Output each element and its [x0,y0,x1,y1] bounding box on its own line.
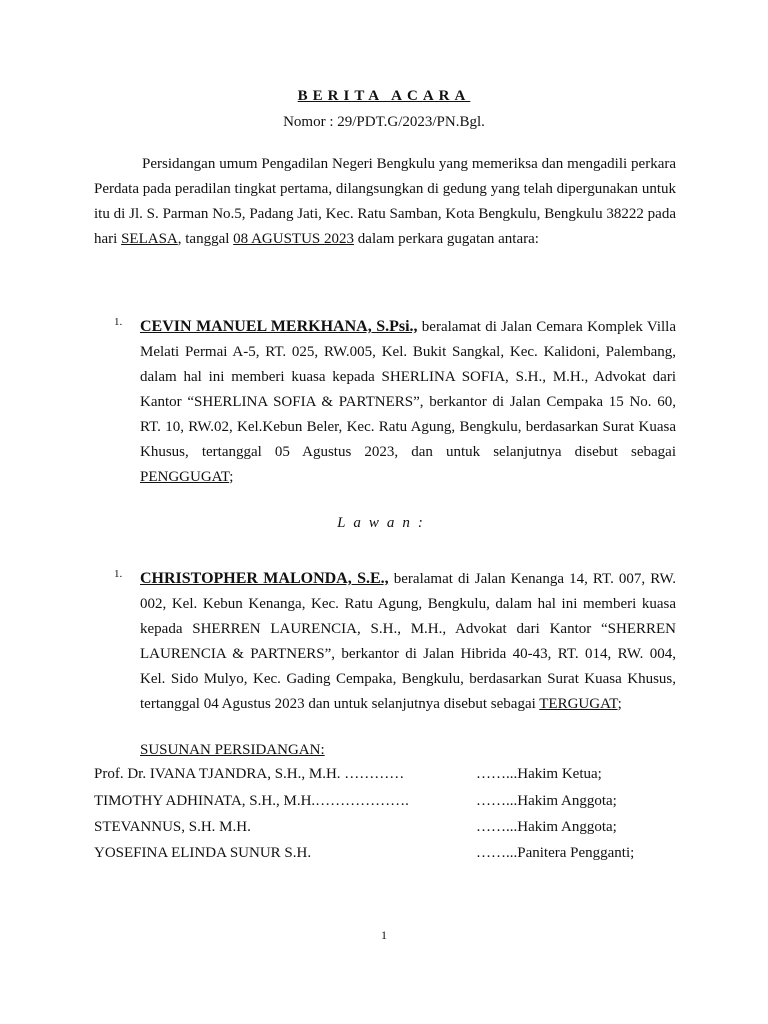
defendant-text: beralamat di Jalan Kenanga 14, RT. 007, RW. 002, Kel. Kebun Kenanga, Kec. Ratu Agung, Bengkulu, dalam hal ini memberi kuasa kepada SHERREN LAURENCIA, S.H., M.H., Advokat dari Kantor “SHERREN LAURENCIA & PARTNERS”, berkantor di Jalan Hibrida 40-43, RT. 014, RW. 004, Kel. Sido Mulyo, Kec. Gading Cempaka, Bengkulu, berdasarkan Surat Kuasa Khusus, tertanggal 04 Agustus 2023 dan untuk selanjutnya disebut sebagai [140,571,676,712]
panel-row [94,766,676,788]
plaintiff-end: ; [229,469,234,485]
panel-member-name: Prof. Dr. IVANA TJANDRA, S.H., M.H. ………… [94,766,405,782]
versus-heading: Lawan: [337,515,431,531]
panel-row [94,819,676,841]
intro-day: SELASA [121,231,178,247]
document-title: BERITA ACARA [297,88,471,104]
panel-member-role: ……...Hakim Ketua; [476,766,602,782]
intro-text-2: , tanggal [177,231,234,247]
panel-row [94,793,676,815]
intro-paragraph [94,152,676,252]
plaintiff-role: PENGGUGAT [140,469,230,485]
defendant-body [140,566,676,717]
panel-member-name: YOSEFINA ELINDA SUNUR S.H. [94,845,312,861]
plaintiff-number: 1. [114,316,123,328]
defendant-name: CHRISTOPHER MALONDA, S.E., [140,570,389,587]
plaintiff-text: beralamat di Jalan Cemara Komplek Villa Melati Permai A-5, RT. 025, RW.005, Kel. Bukit Sangkal, Kec. Kalidoni, Palembang, dalam hal ini memberi kuasa kepada SHERLINA SOFIA, S.H., M.H., Advokat dari Kantor “SHERLINA SOFIA & PARTNERS”, berkantor di Jalan Cempaka 15 No. 60, RT. 10, RW.02, Kel.Kebun Beler, Kec. Ratu Agung, Bengkulu, berdasarkan Surat Kuasa Khusus, tertanggal 05 Agustus 2023, dan untuk selanjutnya disebut sebagai [140,319,677,460]
panel-member-role: ……...Hakim Anggota; [476,793,617,809]
panel-member-name: TIMOTHY ADHINATA, S.H., M.H.………………. [94,793,409,809]
panel-row [94,845,676,867]
intro-text-1: Persidangan umum Pengadilan Negeri Bengkulu yang memeriksa dan mengadili perkara Perdata pada peradilan tingkat pertama, dilangsungkan di gedung yang telah dipergunakan untuk itu di Jl. S. Parman No.5, Padang Jati, Kec. Ratu Samban, Kota Bengkulu, Bengkulu 38222 pada hari [94,156,676,247]
panel-member-role: ……...Hakim Anggota; [476,819,617,835]
intro-date: 08 AGUSTUS 2023 [233,231,355,247]
plaintiff-name: CEVIN MANUEL MERKHANA, S.Psi., [140,318,418,335]
panel-heading: SUSUNAN PERSIDANGAN: [140,742,325,758]
plaintiff-body [140,314,676,490]
case-number: Nomor : 29/PDT.G/2023/PN.Bgl. [283,114,485,130]
defendant-role: TERGUGAT [539,696,618,712]
intro-text-3: dalam perkara gugatan antara: [354,231,539,247]
page-number: 1 [381,928,387,942]
panel-member-name: STEVANNUS, S.H. M.H. [94,819,251,835]
panel-member-role: ……...Panitera Pengganti; [476,845,635,861]
defendant-number: 1. [114,568,123,580]
defendant-end: ; [617,696,622,712]
